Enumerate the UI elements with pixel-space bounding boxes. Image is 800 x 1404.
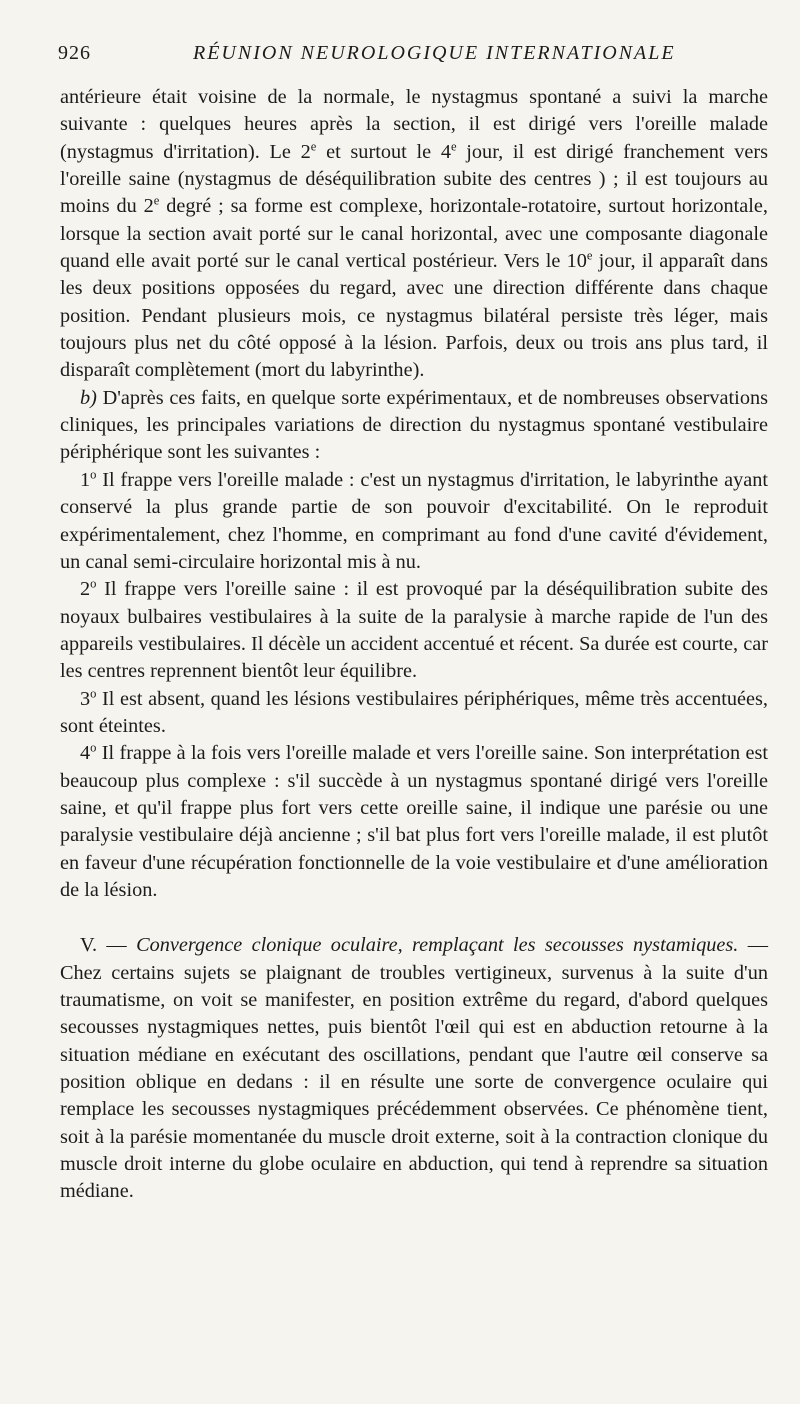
paragraph-b: b) D'après ces faits, en quelque sorte expérimentaux, et de nombreuses observations cliniques, les principales variations de direction du nystagmus spontané vestibulaire périphérique sont les suivantes :	[60, 386, 768, 464]
section-number: V. —	[80, 934, 137, 957]
body-text	[60, 84, 768, 1206]
list-item-1: 1$^o$ Il frappe vers l'oreille malade : c'est un nystagmus d'irritation, le labyrinthe ayant conservé la plus grande partie de son pouvoir d'excitabilité. On le reproduit expérimentalement, chez l'homme, en comprimant au fond d'une cavité d'évidement, un canal semi-circulaire horizontal mis à nu.	[60, 467, 768, 573]
list-item-2: 2$^o$ Il frappe vers l'oreille saine : il est provoqué par la déséquilibration subite des noyaux bulbaires vestibulaires à la suite de la paralysie à marche rapide de l'un des appareils vestibulaires. Il décèle un accident accentué et récent. Sa durée est courte, car les centres reprennent bientôt leur équilibre.	[60, 576, 768, 683]
list-item-3: 3$^o$ Il est absent, quand les lésions vestibulaires périphériques, même très accentuées, sont éteintes.	[60, 686, 768, 737]
running-title: RÉUNION NEUROLOGIQUE INTERNATIONALE	[193, 42, 676, 64]
section-title: Convergence clonique oculaire, remplaçant les secousses nystamiques.	[136, 934, 739, 957]
paragraph-label: b)	[80, 386, 97, 409]
paragraph-continuation: antérieure était voisine de la normale, le nystagmus spontané a suivi la marche suivante : quelques heures après la section, il est dirigé vers l'oreille malade (nystagmus d'irritation). Le 2e et surtout le 4e jour, il est dirigé franchement vers l'oreille saine (nystagmus de déséquilibration subite des centres ) ; il est toujours au moins du 2e degré ; sa forme est complexe, horizontale-rotatoire, surtout horizontale, lorsque la section avait porté sur le canal horizontal, avec une composante diagonale quand elle avait porté sur le canal vertical postérieur. Vers le 10e jour, il apparaît dans les deux positions opposées du regard, avec une direction différente dans chaque position. Pendant plusieurs mois, ce nystagmus bilatéral persiste très léger, mais toujours plus net du côté opposé à la lésion. Parfois, deux ou trois ans plus tard, il disparaît complètement (mort du labyrinthe).	[60, 86, 768, 382]
section-v: V. — Convergence clonique oculaire, remplaçant les secousses nystamiques. — Chez certains sujets se plaignant de troubles vertigineux, survenus à la suite d'un traumatisme, on voit se manifester, en position extrême du regard, d'abord quelques secousses nystagmiques nettes, puis bientôt l'œil qui est en abduction retourne à la situation médiane en exécutant des oscillations, pendant que l'autre œil conserve sa position oblique en dedans : il en résulte une sorte de convergence oculaire qui remplace les secousses nystagmiques précédemment observées. Ce phénomène tient, soit à la parésie momentanée du muscle droit externe, soit à la contraction clonique du muscle droit interne du globe oculaire en abduction, qui tend à reprendre sa situation médiane.	[60, 934, 769, 1203]
page-header	[58, 42, 758, 68]
page-number: 926	[58, 42, 91, 64]
list-item-4: 4$^o$ Il frappe à la fois vers l'oreille malade et vers l'oreille saine. Son interprétation est beaucoup plus complexe : s'il succède à un nystagmus spontané dirigé vers l'oreille saine, et qu'il frappe plus fort vers cette oreille saine, il indique une parésie ou une paralysie vestibulaire déjà ancienne ; s'il bat plus fort vers l'oreille malade, il est plutôt en faveur d'une récupération fonctionnelle de la voie vestibulaire et d'une amélioration de la lésion.	[60, 740, 768, 901]
